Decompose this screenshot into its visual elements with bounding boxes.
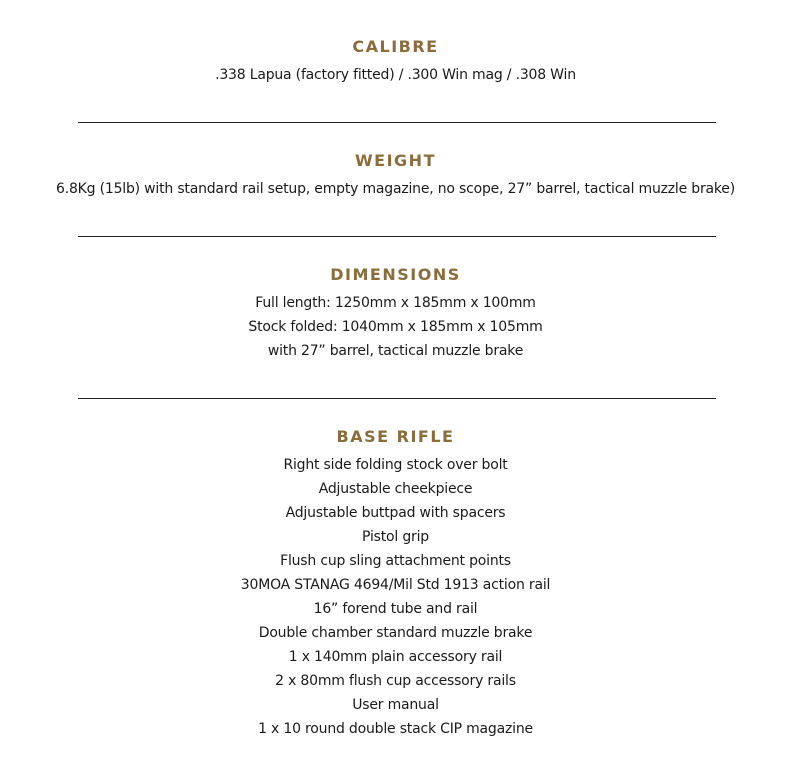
- base-rifle-feature: User manual: [352, 697, 439, 713]
- section-divider: [78, 398, 716, 399]
- weight-section: [0, 151, 791, 201]
- section-divider: [78, 236, 716, 237]
- base-rifle-feature: Flush cup sling attachment points: [280, 553, 511, 569]
- base-rifle-feature: Adjustable buttpad with spacers: [285, 505, 506, 521]
- base-rifle-feature: 16” forend tube and rail: [313, 601, 478, 617]
- dimensions-section: [0, 265, 791, 363]
- base-rifle-feature: 1 x 10 round double stack CIP magazine: [258, 721, 533, 737]
- calibre-section: [0, 37, 791, 87]
- base-rifle-feature: Pistol grip: [362, 529, 429, 545]
- dimensions-line: Full length: 1250mm x 185mm x 100mm: [255, 295, 536, 311]
- base-rifle-feature: 2 x 80mm flush cup accessory rails: [275, 673, 516, 689]
- dimensions-heading: DIMENSIONS: [330, 265, 461, 284]
- base-rifle-feature: Right side folding stock over bolt: [283, 457, 508, 473]
- weight-line: 6.8Kg (15lb) with standard rail setup, empty magazine, no scope, 27” barrel, tactical muzzle brake): [56, 181, 735, 197]
- base-rifle-feature: 30MOA STANAG 4694/Mil Std 1913 action rail: [240, 577, 551, 593]
- base-rifle-feature: Double chamber standard muzzle brake: [258, 625, 533, 641]
- base-rifle-section: [0, 427, 791, 741]
- calibre-heading: CALIBRE: [352, 37, 439, 56]
- dimensions-line: with 27” barrel, tactical muzzle brake: [267, 343, 524, 359]
- base-rifle-feature: Adjustable cheekpiece: [318, 481, 473, 497]
- base-rifle-heading: BASE RIFLE: [336, 427, 455, 446]
- base-rifle-feature: 1 x 140mm plain accessory rail: [288, 649, 503, 665]
- section-divider: [78, 122, 716, 123]
- calibre-line: .338 Lapua (factory fitted) / .300 Win mag / .308 Win: [215, 67, 576, 83]
- weight-heading: WEIGHT: [355, 151, 436, 170]
- dimensions-line: Stock folded: 1040mm x 185mm x 105mm: [248, 319, 543, 335]
